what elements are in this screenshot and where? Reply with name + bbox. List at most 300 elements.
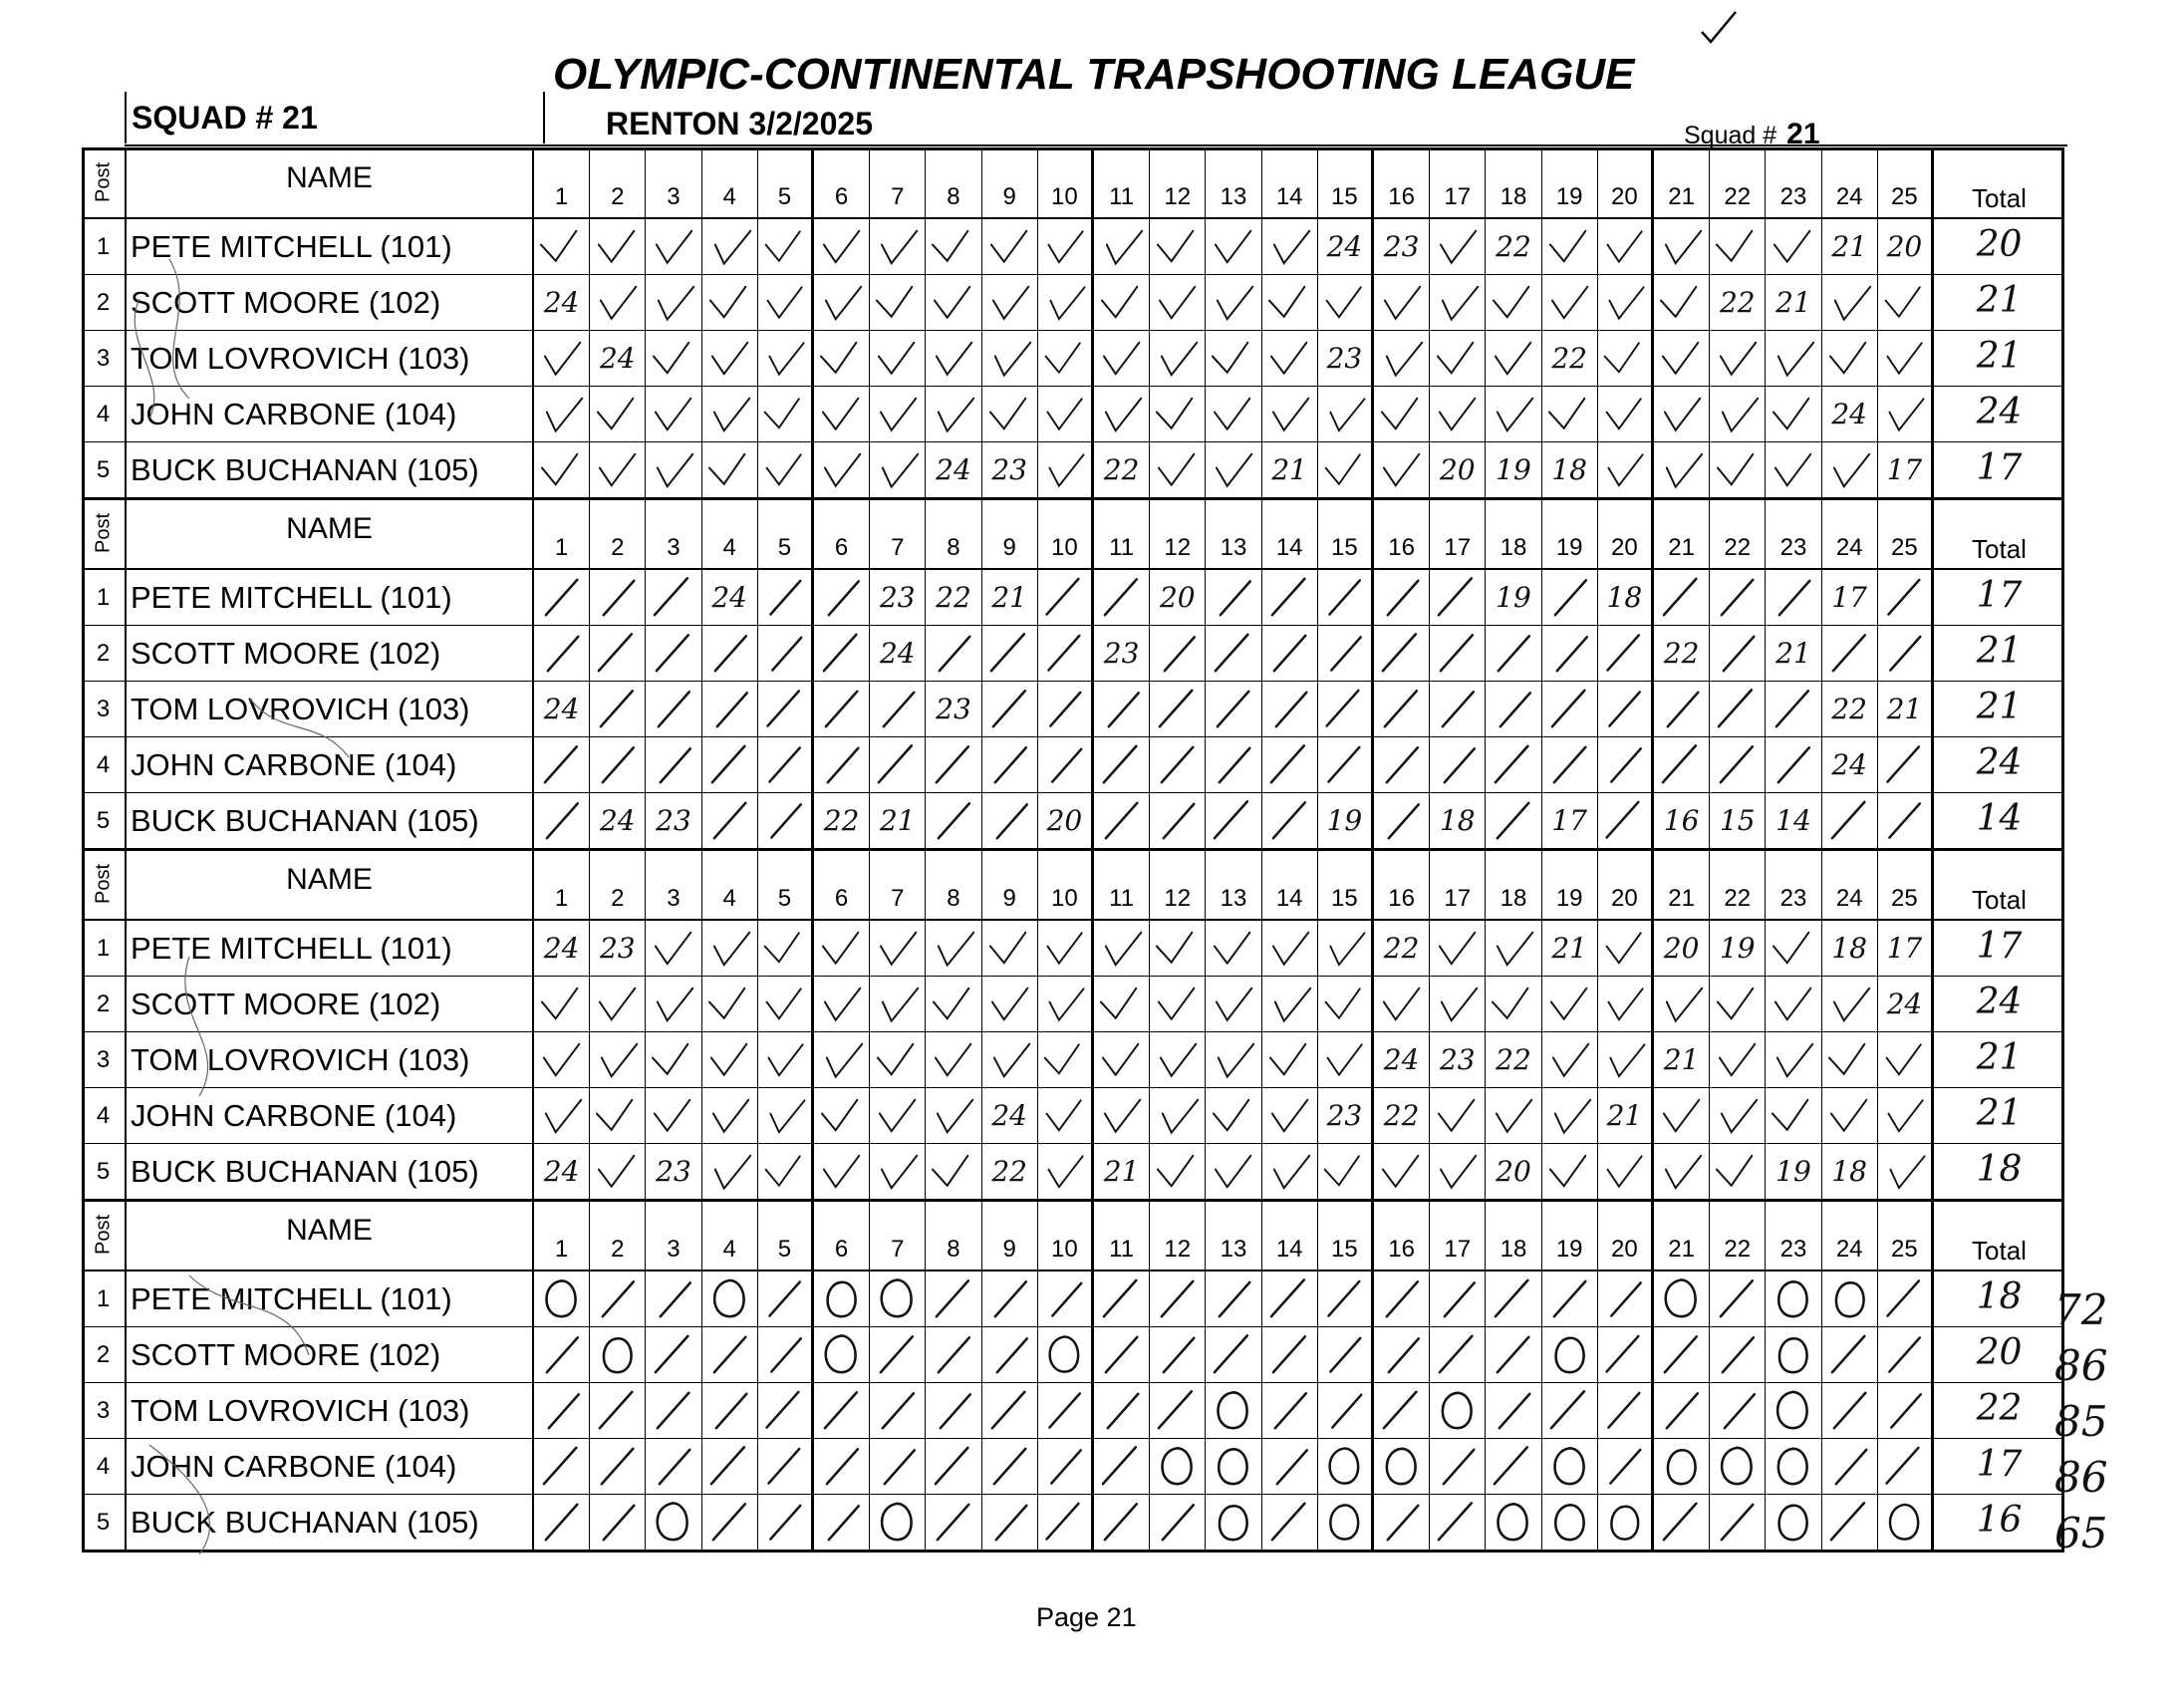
- score-cell: [1094, 1144, 1150, 1200]
- score-cell: [1878, 977, 1934, 1032]
- slash-mark-icon: [926, 1439, 980, 1494]
- slash-mark-icon: [1038, 1439, 1091, 1494]
- check-mark-icon: [590, 442, 645, 497]
- score-cell: [870, 331, 926, 387]
- running-score: 23: [1326, 1099, 1363, 1132]
- score-cell: [1822, 737, 1878, 793]
- running-score: 24: [1831, 748, 1867, 781]
- score-cell: [814, 570, 870, 626]
- running-score: 21: [1831, 230, 1867, 263]
- score-cell: [1822, 1144, 1878, 1200]
- score-cell: [870, 219, 926, 275]
- target-column-header: 8: [926, 849, 981, 921]
- slash-mark-icon: [1486, 1327, 1540, 1382]
- score-cell: [1598, 1144, 1654, 1200]
- player-name: JOHN CARBONE (104): [127, 1439, 534, 1495]
- score-cell: [870, 275, 926, 331]
- miss-circle-icon: [1766, 1327, 1820, 1382]
- score-cell: [982, 331, 1038, 387]
- check-mark-icon: [1206, 331, 1260, 386]
- score-cell: [982, 570, 1038, 626]
- running-score: 24: [879, 637, 916, 670]
- slash-mark-icon: [982, 1271, 1037, 1326]
- slash-mark-icon: [926, 1327, 980, 1382]
- target-column-header: 14: [1262, 147, 1318, 219]
- score-cell: [1878, 1032, 1934, 1088]
- slash-mark-icon: [702, 1383, 757, 1438]
- slash-mark-icon: [1318, 626, 1371, 681]
- slash-mark-icon: [1206, 793, 1260, 848]
- post-header: [82, 849, 127, 921]
- player-name: SCOTT MOORE (102): [127, 977, 534, 1032]
- slash-mark-icon: [982, 1439, 1037, 1494]
- target-column-header: 16: [1374, 147, 1430, 219]
- score-cell: [1654, 387, 1710, 442]
- round-separator: [82, 497, 2064, 500]
- score-cell: [1262, 1144, 1318, 1200]
- total-header: Total: [1934, 1200, 2064, 1271]
- score-cell: [1486, 626, 1541, 682]
- slash-mark-icon: [926, 1271, 980, 1326]
- check-mark-icon: [870, 1144, 925, 1199]
- target-column-header: 17: [1430, 498, 1486, 570]
- check-mark-icon: [1654, 1144, 1709, 1199]
- check-mark-icon: [1766, 442, 1820, 497]
- score-cell: [702, 387, 758, 442]
- check-mark-icon: [1598, 1032, 1651, 1087]
- score-cell: [1542, 737, 1598, 793]
- check-mark-icon: [1654, 977, 1709, 1031]
- check-mark-icon: [1486, 331, 1540, 386]
- slash-mark-icon: [926, 1383, 980, 1438]
- slash-mark-icon: [1542, 682, 1597, 736]
- score-cell: [1822, 1271, 1878, 1327]
- target-column-header: 2: [590, 1200, 646, 1271]
- slash-mark-icon: [1710, 1495, 1765, 1550]
- score-cell: [1430, 1144, 1486, 1200]
- miss-circle-icon: [814, 1327, 869, 1382]
- round-total: 17: [1934, 570, 2064, 626]
- target-column-header: 2: [590, 147, 646, 219]
- miss-circle-icon: [1542, 1439, 1597, 1494]
- score-cell: [1038, 1383, 1094, 1439]
- check-mark-icon: [1542, 275, 1597, 330]
- check-mark-icon: [1710, 1032, 1765, 1087]
- running-score: 21: [991, 581, 1027, 614]
- score-cell: [982, 1439, 1038, 1495]
- score-cell: [1262, 1032, 1318, 1088]
- score-cell: [646, 275, 701, 331]
- score-cell: [1374, 1495, 1430, 1551]
- check-mark-icon: [590, 1032, 645, 1087]
- slash-mark-icon: [1150, 1383, 1205, 1438]
- slash-mark-icon: [1766, 570, 1820, 625]
- check-mark-icon: [1542, 387, 1597, 441]
- score-cell: [646, 1383, 701, 1439]
- slash-mark-icon: [1318, 1327, 1371, 1382]
- score-cell: [534, 626, 590, 682]
- score-cell: [758, 275, 814, 331]
- score-cell: [1766, 737, 1821, 793]
- check-mark-icon: [646, 977, 700, 1031]
- score-cell: [814, 737, 870, 793]
- score-cell: [1598, 387, 1654, 442]
- score-cell: [1822, 1439, 1878, 1495]
- score-cell: [1654, 1271, 1710, 1327]
- slash-mark-icon: [702, 682, 757, 736]
- post-header: [82, 147, 127, 219]
- miss-circle-icon: [1206, 1495, 1260, 1550]
- slash-mark-icon: [1374, 1327, 1429, 1382]
- score-cell: [1878, 682, 1934, 737]
- score-cell: [1598, 682, 1654, 737]
- score-cell: [702, 442, 758, 498]
- slash-mark-icon: [1262, 570, 1317, 625]
- running-score: 17: [1551, 804, 1587, 837]
- score-cell: [1542, 977, 1598, 1032]
- target-column-header: 9: [982, 498, 1038, 570]
- running-score: 19: [1496, 581, 1531, 614]
- check-mark-icon: [1878, 1032, 1931, 1087]
- score-cell: [1654, 737, 1710, 793]
- check-mark-icon: [926, 921, 980, 976]
- score-cell: [1430, 219, 1486, 275]
- score-cell: [1486, 219, 1541, 275]
- score-cell: [534, 1271, 590, 1327]
- check-mark-icon: [1430, 275, 1485, 330]
- score-cell: [1766, 331, 1821, 387]
- round-total: 21: [1934, 275, 2064, 331]
- check-mark-icon: [982, 977, 1037, 1031]
- score-cell: [702, 1439, 758, 1495]
- slash-mark-icon: [646, 570, 700, 625]
- running-score: 22: [1383, 1099, 1420, 1132]
- score-cell: [814, 977, 870, 1032]
- slash-mark-icon: [870, 1327, 925, 1382]
- check-mark-icon: [870, 1088, 925, 1143]
- check-mark-icon: [814, 387, 869, 441]
- score-cell: [1150, 331, 1206, 387]
- slash-mark-icon: [1094, 1383, 1149, 1438]
- check-mark-icon: [1766, 219, 1820, 274]
- score-cell: [590, 1088, 646, 1144]
- target-column-header: 10: [1038, 849, 1094, 921]
- running-score: 21: [1551, 932, 1587, 965]
- check-mark-icon: [758, 1144, 811, 1199]
- score-cell: [1822, 921, 1878, 977]
- check-mark-icon: [1710, 219, 1765, 274]
- check-mark-icon: [926, 1032, 980, 1087]
- slash-mark-icon: [870, 737, 925, 792]
- score-cell: [1598, 1088, 1654, 1144]
- check-mark-icon: [646, 387, 700, 441]
- score-cell: [534, 737, 590, 793]
- grand-total: 65: [2054, 1509, 2108, 1557]
- score-cell: [1710, 1439, 1766, 1495]
- target-column-header: 7: [870, 849, 926, 921]
- score-cell: [1486, 1271, 1541, 1327]
- score-cell: [1822, 977, 1878, 1032]
- check-mark-icon: [1878, 1144, 1931, 1199]
- check-mark-icon: [1486, 387, 1540, 441]
- target-column-header: 20: [1598, 849, 1654, 921]
- player-name: SCOTT MOORE (102): [127, 626, 534, 682]
- running-score: 17: [1831, 581, 1867, 614]
- score-cell: [1766, 387, 1821, 442]
- score-cell: [982, 793, 1038, 849]
- score-cell: [1710, 1271, 1766, 1327]
- squad-number-label: Squad #: [1684, 122, 1777, 149]
- score-cell: [702, 219, 758, 275]
- post-number: 5: [82, 442, 127, 498]
- score-cell: [814, 387, 870, 442]
- score-cell: [1598, 1383, 1654, 1439]
- running-score: 19: [1775, 1155, 1811, 1188]
- score-cell: [1094, 1271, 1150, 1327]
- target-column-header: 18: [1486, 1200, 1541, 1271]
- score-cell: [1150, 1383, 1206, 1439]
- slash-mark-icon: [1598, 1383, 1651, 1438]
- slash-mark-icon: [1206, 737, 1260, 792]
- round-total: 22: [1934, 1383, 2064, 1439]
- running-score: 20: [1886, 230, 1923, 263]
- score-cell: [1374, 219, 1430, 275]
- score-cell: [1878, 275, 1934, 331]
- slash-mark-icon: [1878, 1271, 1931, 1326]
- score-cell: [1038, 1327, 1094, 1383]
- slash-mark-icon: [646, 1327, 700, 1382]
- miss-circle-icon: [1038, 1327, 1091, 1382]
- score-cell: [590, 737, 646, 793]
- score-cell: [982, 1327, 1038, 1383]
- score-cell: [758, 1439, 814, 1495]
- miss-circle-icon: [1374, 1439, 1429, 1494]
- score-cell: [590, 1271, 646, 1327]
- check-mark-icon: [1766, 921, 1820, 976]
- slash-mark-icon: [1374, 570, 1429, 625]
- score-cell: [534, 1327, 590, 1383]
- score-cell: [590, 387, 646, 442]
- score-cell: [1486, 682, 1541, 737]
- check-mark-icon: [1374, 442, 1429, 497]
- target-column-header: 24: [1822, 147, 1878, 219]
- score-cell: [814, 682, 870, 737]
- player-name: PETE MITCHELL (101): [127, 1271, 534, 1327]
- score-cell: [1822, 275, 1878, 331]
- score-cell: [1374, 387, 1430, 442]
- player-name: TOM LOVROVICH (103): [127, 682, 534, 737]
- score-cell: [1822, 570, 1878, 626]
- score-cell: [1654, 1144, 1710, 1200]
- slash-mark-icon: [1598, 1271, 1651, 1326]
- check-mark-icon: [1766, 1088, 1820, 1143]
- check-mark-icon: [1430, 1088, 1485, 1143]
- slash-mark-icon: [1318, 682, 1371, 736]
- score-cell: [982, 387, 1038, 442]
- slash-mark-icon: [646, 1439, 700, 1494]
- score-cell: [1318, 1032, 1374, 1088]
- score-cell: [1094, 626, 1150, 682]
- slash-mark-icon: [1430, 1495, 1485, 1550]
- slash-mark-icon: [814, 626, 869, 681]
- check-mark-icon: [590, 275, 645, 330]
- score-cell: [1262, 626, 1318, 682]
- score-cell: [1542, 626, 1598, 682]
- target-column-header: 1: [534, 849, 590, 921]
- check-mark-icon: [646, 275, 700, 330]
- score-cell: [1094, 570, 1150, 626]
- score-cell: [1878, 570, 1934, 626]
- score-cell: [1766, 793, 1821, 849]
- target-column-header: 23: [1766, 1200, 1821, 1271]
- check-mark-icon: [1486, 921, 1540, 976]
- score-cell: [1542, 275, 1598, 331]
- total-header: Total: [1934, 849, 2064, 921]
- score-cell: [1486, 570, 1541, 626]
- score-cell: [1206, 1495, 1261, 1551]
- score-cell: [1206, 626, 1261, 682]
- score-cell: [1150, 1144, 1206, 1200]
- score-cell: [1430, 442, 1486, 498]
- miss-circle-icon: [1654, 1271, 1709, 1326]
- check-mark-icon: [1206, 1088, 1260, 1143]
- header-divider: [543, 92, 545, 143]
- score-cell: [646, 626, 701, 682]
- slash-mark-icon: [1598, 737, 1651, 792]
- check-mark-icon: [1094, 977, 1149, 1031]
- score-cell: [1710, 1144, 1766, 1200]
- score-cell: [1542, 570, 1598, 626]
- score-cell: [1766, 1495, 1821, 1551]
- running-score: 22: [1383, 932, 1420, 965]
- score-cell: [646, 1439, 701, 1495]
- score-cell: [926, 682, 981, 737]
- slash-mark-icon: [1262, 1271, 1317, 1326]
- score-cell: [1710, 331, 1766, 387]
- score-cell: [982, 1144, 1038, 1200]
- running-score: 14: [1775, 804, 1811, 837]
- slash-mark-icon: [1374, 682, 1429, 736]
- target-column-header: 9: [982, 849, 1038, 921]
- check-icon: [1699, 8, 1739, 48]
- score-cell: [1150, 793, 1206, 849]
- check-mark-icon: [1430, 921, 1485, 976]
- score-cell: [1262, 1439, 1318, 1495]
- target-column-header: 12: [1150, 1200, 1206, 1271]
- target-column-header: 18: [1486, 147, 1541, 219]
- score-cell: [1206, 682, 1261, 737]
- score-cell: [702, 977, 758, 1032]
- target-column-header: 1: [534, 147, 590, 219]
- target-column-header: 5: [758, 147, 814, 219]
- score-cell: [758, 1383, 814, 1439]
- running-score: 22: [991, 1155, 1027, 1188]
- score-cell: [1150, 921, 1206, 977]
- score-cell: [1766, 1327, 1821, 1383]
- check-mark-icon: [1654, 275, 1709, 330]
- running-score: 20: [1663, 932, 1700, 965]
- slash-mark-icon: [1486, 793, 1540, 848]
- score-cell: [534, 921, 590, 977]
- target-column-header: 19: [1542, 849, 1598, 921]
- squad-label: SQUAD # 21: [132, 100, 318, 136]
- score-cell: [758, 1327, 814, 1383]
- score-cell: [1430, 1495, 1486, 1551]
- running-score: 23: [599, 932, 636, 965]
- running-score: 24: [1383, 1043, 1420, 1076]
- running-score: 17: [1886, 453, 1923, 486]
- score-cell: [1038, 331, 1094, 387]
- miss-circle-icon: [1598, 1495, 1651, 1550]
- score-cell: [814, 1144, 870, 1200]
- running-score: 23: [991, 453, 1027, 486]
- slash-mark-icon: [758, 793, 811, 848]
- score-cell: [1262, 570, 1318, 626]
- score-cell: [870, 1271, 926, 1327]
- miss-circle-icon: [870, 1495, 925, 1550]
- score-cell: [1038, 275, 1094, 331]
- target-column-header: 21: [1654, 849, 1710, 921]
- check-mark-icon: [702, 1032, 757, 1087]
- check-mark-icon: [1318, 442, 1371, 497]
- post-number: 1: [82, 1271, 127, 1327]
- target-column-header: 3: [646, 147, 701, 219]
- target-column-header: 6: [814, 1200, 870, 1271]
- score-cell: [1598, 219, 1654, 275]
- slash-mark-icon: [1430, 1439, 1485, 1494]
- slash-mark-icon: [1262, 1495, 1317, 1550]
- score-cell: [1598, 275, 1654, 331]
- running-score: 18: [1606, 581, 1643, 614]
- check-mark-icon: [1766, 977, 1820, 1031]
- slash-mark-icon: [1094, 682, 1149, 736]
- score-cell: [1206, 1144, 1261, 1200]
- slash-mark-icon: [1262, 1383, 1317, 1438]
- score-cell: [1878, 1383, 1934, 1439]
- check-mark-icon: [534, 977, 589, 1031]
- slash-mark-icon: [590, 1495, 645, 1550]
- score-cell: [1094, 1495, 1150, 1551]
- score-cell: [1150, 1271, 1206, 1327]
- score-cell: [1150, 1327, 1206, 1383]
- running-score: 19: [1496, 453, 1531, 486]
- slash-mark-icon: [646, 682, 700, 736]
- score-cell: [1654, 793, 1710, 849]
- miss-circle-icon: [1150, 1439, 1205, 1494]
- round-total: 17: [1934, 1439, 2064, 1495]
- check-mark-icon: [1262, 331, 1317, 386]
- slash-mark-icon: [534, 570, 589, 625]
- score-cell: [1542, 219, 1598, 275]
- slash-mark-icon: [1374, 793, 1429, 848]
- check-mark-icon: [982, 1032, 1037, 1087]
- score-cell: [870, 626, 926, 682]
- slash-mark-icon: [758, 682, 811, 736]
- running-score: 23: [1326, 342, 1363, 375]
- slash-mark-icon: [646, 626, 700, 681]
- miss-circle-icon: [1766, 1439, 1820, 1494]
- slash-mark-icon: [1038, 570, 1091, 625]
- score-cell: [1710, 387, 1766, 442]
- score-cell: [702, 1495, 758, 1551]
- check-mark-icon: [1598, 442, 1651, 497]
- score-cell: [758, 682, 814, 737]
- score-cell: [1598, 977, 1654, 1032]
- target-column-header: 4: [702, 147, 758, 219]
- score-cell: [534, 387, 590, 442]
- slash-mark-icon: [1374, 1383, 1429, 1438]
- check-mark-icon: [1710, 387, 1765, 441]
